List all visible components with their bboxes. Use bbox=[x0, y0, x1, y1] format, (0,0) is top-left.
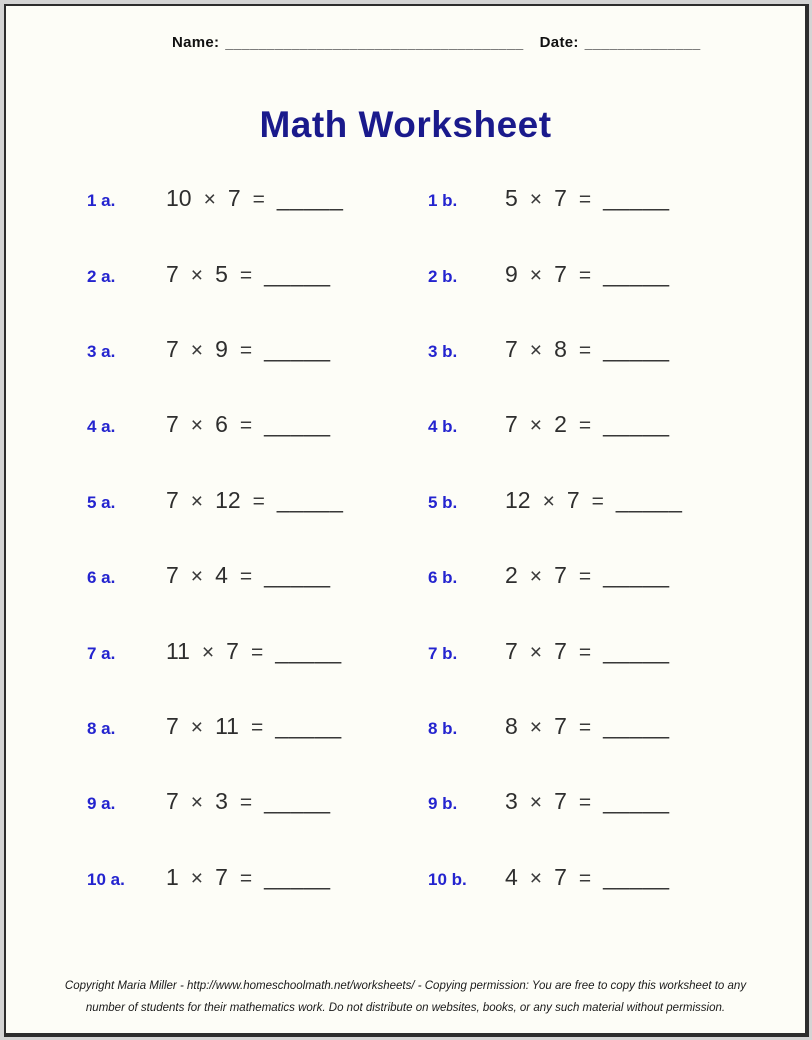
factor-2: 11 bbox=[215, 712, 239, 739]
equals-sign: = bbox=[578, 866, 592, 890]
factor-2: 7 bbox=[554, 712, 567, 739]
factor-2: 9 bbox=[215, 335, 228, 362]
factor-2: 6 bbox=[215, 411, 228, 438]
problem-7b bbox=[428, 638, 805, 665]
answer-blank: _____ bbox=[264, 260, 331, 287]
problem-row-7 bbox=[6, 613, 805, 688]
answer-blank: _____ bbox=[275, 712, 342, 739]
answer-blank: _____ bbox=[264, 562, 331, 589]
factor-1: 12 bbox=[505, 486, 531, 513]
problem-number: 9 a. bbox=[87, 794, 116, 814]
factor-1: 5 bbox=[505, 185, 518, 212]
problem-9b bbox=[428, 788, 805, 815]
problem-expression bbox=[505, 864, 670, 891]
problem-expression bbox=[505, 788, 670, 815]
problem-row-3 bbox=[6, 312, 805, 387]
problem-row-2 bbox=[6, 236, 805, 311]
equals-sign: = bbox=[239, 866, 253, 890]
factor-1: 7 bbox=[166, 335, 179, 362]
problem-1b bbox=[428, 185, 805, 212]
problem-2a bbox=[87, 261, 428, 288]
problem-number: 3 b. bbox=[428, 341, 458, 361]
equals-sign: = bbox=[578, 414, 592, 438]
problem-expression bbox=[166, 713, 342, 740]
problem-10a bbox=[87, 864, 428, 891]
factor-2: 7 bbox=[554, 788, 567, 815]
equals-sign: = bbox=[578, 338, 592, 362]
copyright-line-2: number of students for their mathematics work. Do not distribute on websites, books, or any such material without permission. bbox=[85, 1002, 726, 1014]
problem-5b bbox=[428, 487, 805, 514]
problem-expression bbox=[505, 185, 670, 212]
problem-4b bbox=[428, 411, 805, 438]
problem-number: 2 b. bbox=[428, 266, 458, 286]
problem-expression bbox=[166, 261, 331, 288]
problem-number: 5 a. bbox=[87, 492, 116, 512]
equals-sign: = bbox=[578, 791, 592, 815]
times-sign: × bbox=[529, 414, 543, 438]
problem-expression bbox=[166, 185, 343, 212]
problem-expression bbox=[505, 487, 682, 514]
factor-2: 4 bbox=[215, 562, 228, 589]
problem-row-6 bbox=[6, 538, 805, 613]
answer-blank: _____ bbox=[275, 637, 342, 664]
copyright-line-1: Copyright Maria Miller - http://www.homeschoolmath.net/worksheets/ - Copying permission: You are free to copy this worksheet to any bbox=[64, 980, 747, 992]
problem-number: 8 b. bbox=[428, 718, 458, 738]
problem-8b bbox=[428, 713, 805, 740]
name-blank-line: ____________________________________ bbox=[225, 34, 524, 50]
factor-1: 7 bbox=[505, 637, 518, 664]
date-label: Date: bbox=[539, 34, 579, 51]
times-sign: × bbox=[529, 338, 543, 362]
problem-number: 1 a. bbox=[87, 191, 116, 211]
answer-blank: _____ bbox=[603, 863, 670, 890]
problem-row-8 bbox=[6, 689, 805, 764]
factor-2: 12 bbox=[215, 486, 241, 513]
copyright-footer bbox=[6, 975, 805, 1019]
problem-number: 9 b. bbox=[428, 794, 458, 814]
problem-number: 10 b. bbox=[428, 869, 467, 889]
answer-blank: _____ bbox=[603, 562, 670, 589]
problem-6b bbox=[428, 562, 805, 589]
problem-number: 4 b. bbox=[428, 417, 458, 437]
factor-2: 7 bbox=[554, 637, 567, 664]
problem-number: 4 a. bbox=[87, 417, 116, 437]
problem-number: 7 b. bbox=[428, 643, 458, 663]
problem-number: 2 a. bbox=[87, 266, 116, 286]
times-sign: × bbox=[190, 489, 204, 513]
times-sign: × bbox=[529, 565, 543, 589]
answer-blank: _____ bbox=[603, 712, 670, 739]
times-sign: × bbox=[529, 791, 543, 815]
times-sign: × bbox=[529, 188, 543, 212]
problem-number: 6 b. bbox=[428, 568, 458, 588]
problem-3a bbox=[87, 336, 428, 363]
problem-row-5 bbox=[6, 463, 805, 538]
problem-number: 3 a. bbox=[87, 341, 116, 361]
problem-number: 10 a. bbox=[87, 869, 125, 889]
problem-number: 1 b. bbox=[428, 191, 458, 211]
factor-2: 2 bbox=[554, 411, 567, 438]
factor-1: 2 bbox=[505, 562, 518, 589]
factor-1: 11 bbox=[166, 637, 190, 664]
factor-1: 7 bbox=[166, 260, 179, 287]
answer-blank: _____ bbox=[615, 486, 683, 513]
name-date-header bbox=[172, 34, 775, 51]
times-sign: × bbox=[190, 715, 204, 739]
factor-2: 5 bbox=[215, 260, 228, 287]
answer-blank: _____ bbox=[603, 411, 670, 438]
problem-row-4 bbox=[6, 387, 805, 462]
answer-blank: _____ bbox=[264, 411, 331, 438]
times-sign: × bbox=[190, 414, 204, 438]
factor-1: 7 bbox=[505, 335, 518, 362]
problem-expression bbox=[166, 788, 331, 815]
equals-sign: = bbox=[239, 791, 253, 815]
problem-2b bbox=[428, 261, 805, 288]
factor-1: 4 bbox=[505, 863, 518, 890]
problem-expression bbox=[505, 261, 670, 288]
problem-number: 5 b. bbox=[428, 492, 458, 512]
times-sign: × bbox=[190, 565, 204, 589]
problem-expression bbox=[505, 336, 670, 363]
answer-blank: _____ bbox=[276, 185, 344, 212]
problem-5a bbox=[87, 487, 428, 514]
problem-6a bbox=[87, 562, 428, 589]
equals-sign: = bbox=[578, 565, 592, 589]
answer-blank: _____ bbox=[603, 788, 670, 815]
answer-blank: _____ bbox=[603, 185, 670, 212]
equals-sign: = bbox=[250, 715, 264, 739]
factor-1: 7 bbox=[166, 411, 179, 438]
problem-expression bbox=[166, 487, 343, 514]
equals-sign: = bbox=[250, 640, 264, 664]
factor-2: 3 bbox=[215, 788, 228, 815]
factor-1: 7 bbox=[166, 486, 179, 513]
factor-1: 7 bbox=[505, 411, 518, 438]
problems-grid bbox=[6, 161, 805, 915]
equals-sign: = bbox=[239, 565, 253, 589]
problem-row-1 bbox=[6, 161, 805, 236]
date-blank-line: ______________ bbox=[584, 34, 701, 50]
equals-sign: = bbox=[578, 640, 592, 664]
factor-1: 8 bbox=[505, 712, 518, 739]
answer-blank: _____ bbox=[276, 486, 344, 513]
problem-expression bbox=[166, 638, 342, 665]
problem-expression bbox=[166, 562, 331, 589]
problem-expression bbox=[505, 638, 670, 665]
problem-9a bbox=[87, 788, 428, 815]
equals-sign: = bbox=[578, 188, 592, 212]
factor-2: 7 bbox=[215, 863, 228, 890]
problem-number: 8 a. bbox=[87, 718, 116, 738]
equals-sign: = bbox=[252, 188, 265, 212]
equals-sign: = bbox=[239, 338, 253, 362]
equals-sign: = bbox=[578, 715, 592, 739]
problem-expression bbox=[166, 411, 331, 438]
factor-1: 7 bbox=[166, 562, 179, 589]
times-sign: × bbox=[529, 715, 543, 739]
page-title: Math Worksheet bbox=[259, 104, 552, 145]
factor-1: 1 bbox=[166, 863, 179, 890]
equals-sign: = bbox=[578, 263, 592, 287]
equals-sign: = bbox=[252, 489, 265, 513]
times-sign: × bbox=[529, 263, 543, 287]
times-sign: × bbox=[190, 263, 204, 287]
problem-row-9 bbox=[6, 764, 805, 839]
problem-3b bbox=[428, 336, 805, 363]
problem-expression bbox=[166, 336, 331, 363]
worksheet-page bbox=[4, 4, 809, 1037]
problem-8a bbox=[87, 713, 428, 740]
answer-blank: _____ bbox=[603, 335, 670, 362]
problem-7a bbox=[87, 638, 428, 665]
times-sign: × bbox=[203, 188, 216, 212]
factor-2: 7 bbox=[227, 185, 241, 212]
equals-sign: = bbox=[239, 263, 253, 287]
factor-2: 7 bbox=[554, 863, 567, 890]
problem-10b bbox=[428, 864, 805, 891]
problem-expression bbox=[505, 411, 670, 438]
times-sign: × bbox=[190, 338, 204, 362]
times-sign: × bbox=[190, 866, 204, 890]
equals-sign: = bbox=[239, 414, 253, 438]
factor-2: 7 bbox=[554, 260, 567, 287]
times-sign: × bbox=[529, 640, 543, 664]
times-sign: × bbox=[529, 866, 543, 890]
problem-1a bbox=[87, 185, 428, 212]
factor-1: 9 bbox=[505, 260, 518, 287]
answer-blank: _____ bbox=[603, 637, 670, 664]
factor-1: 7 bbox=[166, 788, 179, 815]
problem-expression bbox=[505, 713, 670, 740]
times-sign: × bbox=[542, 489, 555, 513]
factor-1: 10 bbox=[166, 185, 192, 212]
factor-2: 7 bbox=[554, 562, 567, 589]
factor-2: 7 bbox=[226, 637, 239, 664]
name-label: Name: bbox=[172, 34, 220, 51]
answer-blank: _____ bbox=[264, 335, 331, 362]
problem-row-10 bbox=[6, 840, 805, 915]
problem-number: 6 a. bbox=[87, 568, 116, 588]
problem-number: 7 a. bbox=[87, 643, 116, 663]
factor-2: 7 bbox=[566, 486, 580, 513]
answer-blank: _____ bbox=[603, 260, 670, 287]
answer-blank: _____ bbox=[264, 788, 331, 815]
answer-blank: _____ bbox=[264, 863, 331, 890]
factor-1: 7 bbox=[166, 712, 179, 739]
factor-2: 7 bbox=[554, 185, 567, 212]
problem-expression bbox=[505, 562, 670, 589]
problem-4a bbox=[87, 411, 428, 438]
factor-1: 3 bbox=[505, 788, 518, 815]
factor-2: 8 bbox=[554, 335, 567, 362]
times-sign: × bbox=[190, 791, 204, 815]
problem-expression bbox=[166, 864, 331, 891]
times-sign: × bbox=[201, 640, 215, 664]
equals-sign: = bbox=[591, 489, 604, 513]
